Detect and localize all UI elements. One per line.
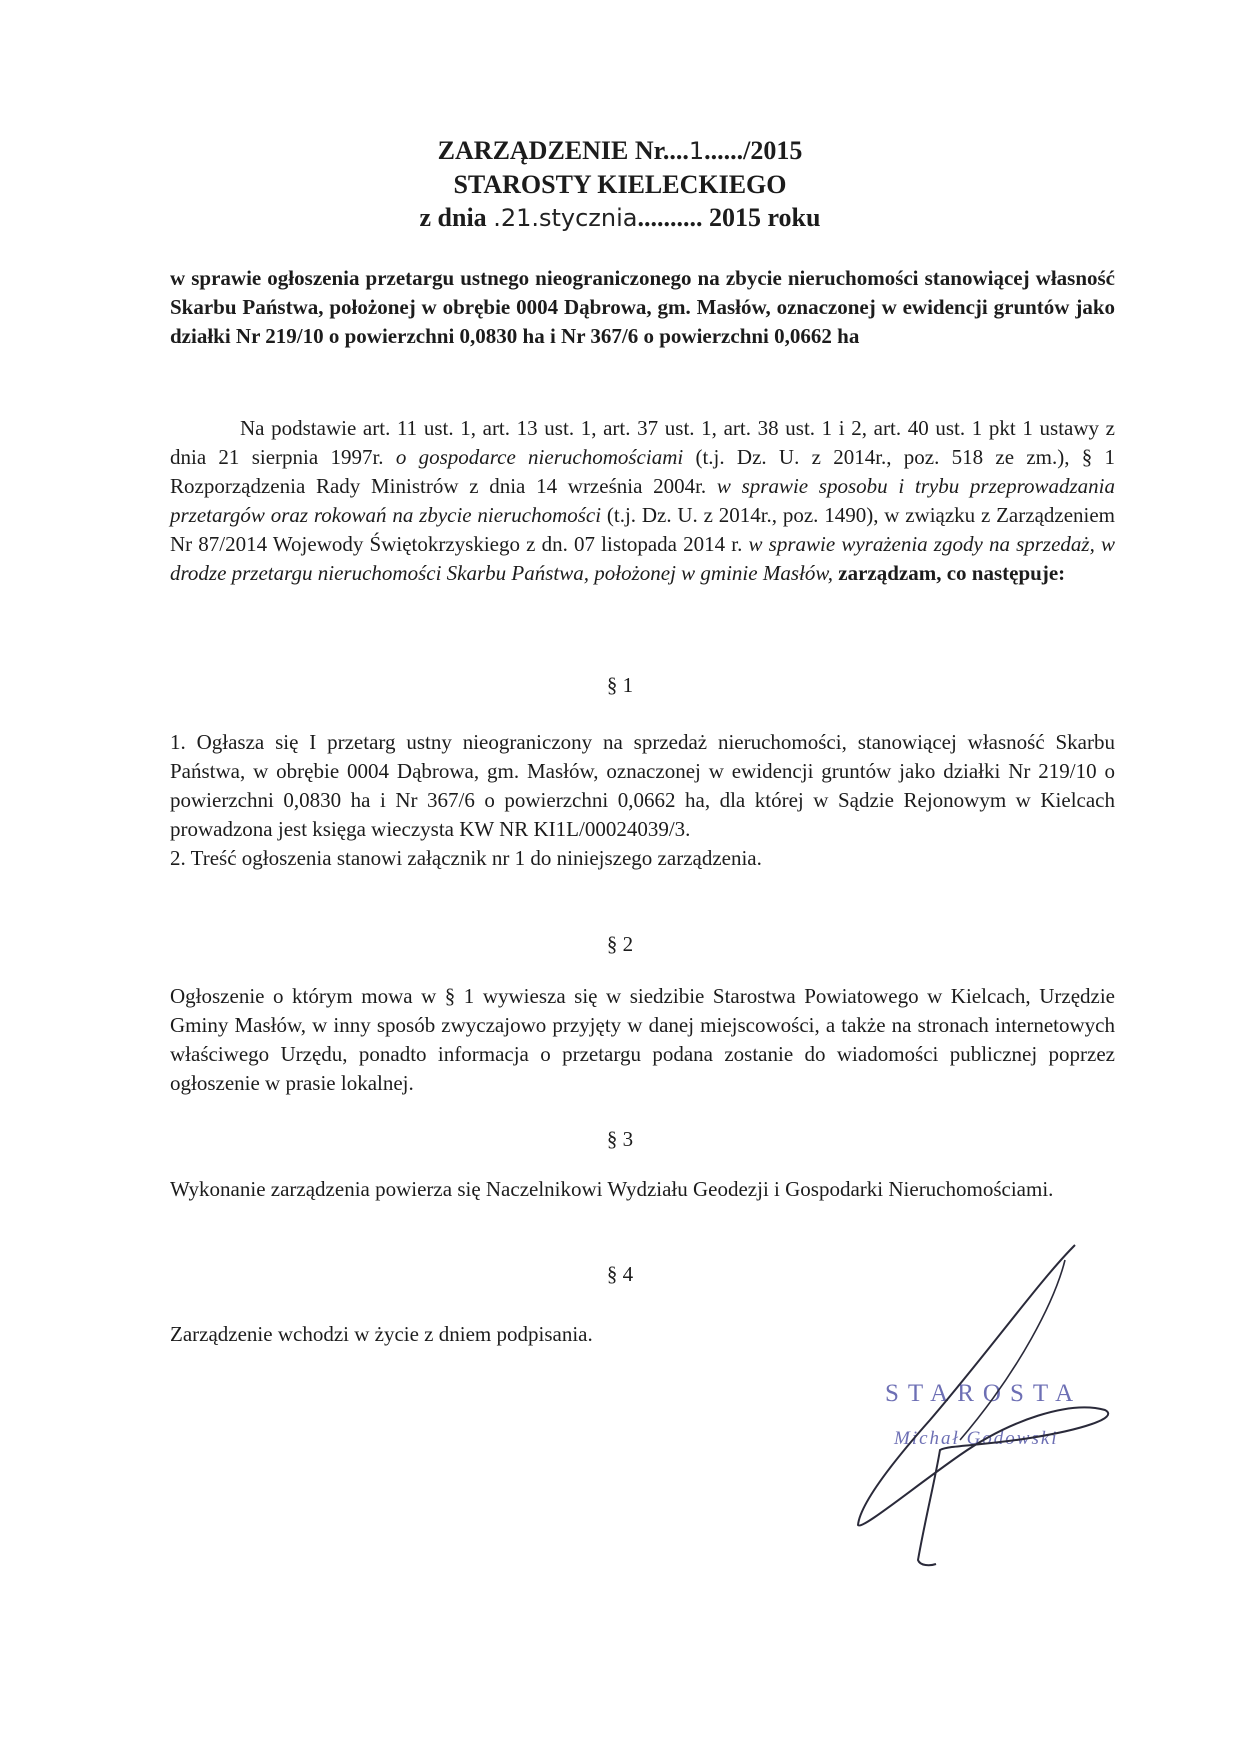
- legal-basis-paragraph: [170, 414, 1115, 588]
- dots: ....: [662, 136, 689, 165]
- section-heading-1: § 1: [606, 673, 634, 697]
- legal-basis-text: (t.j. Dz. U. z 2014r., poz. 518 ze zm.), § 1 Rozporządzenia Rady Ministrów z dnia 14 września 2004r.: [170, 445, 1116, 498]
- date-line: [0, 201, 1240, 235]
- section-4-item-1: Zarządzenie wchodzi w życie z dniem podpisania.: [170, 1322, 593, 1346]
- section-1-item-1: 1. Ogłasza się I przetarg ustny nieograniczony na sprzedaż nieruchomości, stanowiącej własność Skarbu Państwa, w obrębie 0004 Dąbrowa, gm. Masłów, oznaczonej w ewidencji gruntów jako działki Nr 219/10 o powierzchni 0,0830 ha i Nr 367/6 o powierzchni 0,0662 ha, dla której w Sądzie Rejonowym w Kielcach prowadzona jest księga wieczysta KW NR KI1L/00024039/3.: [170, 730, 1115, 841]
- consent-title: w sprawie wyrażenia zgody na sprzedaż, w drodze przetargu nieruchomości Skarbu Państwa, położonej w gminie Masłów,: [170, 532, 1116, 585]
- dots: ......: [704, 136, 744, 165]
- handwritten-signature: [840, 1240, 1130, 1570]
- section-heading-3: § 3: [606, 1127, 634, 1151]
- order-number-line: [0, 134, 1240, 168]
- stamp-name: Michał Godowski: [894, 1428, 1059, 1449]
- handwritten-date: .21.stycznia: [493, 204, 638, 232]
- section-heading-4: § 4: [606, 1262, 634, 1286]
- regulation-title: w sprawie sposobu i trybu przeprowadzania przetargów oraz rokowań na zbycie nieruchomości: [170, 474, 1115, 527]
- decree-formula: zarządzam, co następuje:: [838, 561, 1066, 585]
- date-suffix: 2015 roku: [708, 203, 821, 232]
- handwritten-number: 1: [688, 137, 705, 165]
- date-prefix: z dnia: [419, 203, 487, 232]
- law-title: o gospodarce nieruchomościami: [395, 445, 684, 469]
- section-1-item-2: 2. Treść ogłoszenia stanowi załącznik nr 1 do niniejszego zarządzenia.: [170, 846, 762, 870]
- section-1-body: [170, 728, 1115, 873]
- section-3-body: [170, 1175, 1115, 1204]
- document-header: [0, 134, 1240, 235]
- legal-basis-text: (t.j. Dz. U. z 2014r., poz. 1490), w związku z Zarządzeniem Nr 87/2014 Wojewody Świętokrzyskiego z dn. 07 listopada 2014 r.: [170, 503, 1116, 556]
- order-title: ZARZĄDZENIE Nr: [437, 136, 663, 165]
- section-heading-2: § 2: [606, 932, 634, 956]
- order-year: /2015: [743, 136, 803, 165]
- section-2-item-1: Ogłoszenie o którym mowa w § 1 wywiesza się w siedzibie Starostwa Powiatowego w Kielcach, Urzędzie Gminy Masłów, w inny sposób zwyczajowo przyjęty w danej miejscowości, a także na stronach internetowych właściwego Urzędu, ponadto informacja o przetargu podana zostanie do wiadomości publicznej poprzez ogłoszenie w prasie lokalnej.: [170, 984, 1115, 1095]
- section-3-item-1: Wykonanie zarządzenia powierza się Naczelnikowi Wydziału Geodezji i Gospodarki Nieruchomościami.: [170, 1177, 1054, 1201]
- subject-paragraph: w sprawie ogłoszenia przetargu ustnego nieograniczonego na zbycie nieruchomości stanowiącej własność Skarbu Państwa, położonej w obrębie 0004 Dąbrowa, gm. Masłów, oznaczonej w ewidencji gruntów jako działki Nr 219/10 o powierzchni 0,0830 ha i Nr 367/6 o powierzchni 0,0662 ha: [170, 266, 1115, 348]
- dots: ..........: [637, 203, 703, 232]
- issuer-line: STAROSTY KIELECKIEGO: [453, 170, 787, 199]
- section-2-body: [170, 982, 1115, 1098]
- stamp-title: STAROSTA: [885, 1380, 1083, 1407]
- legal-basis-text: Na podstawie art. 11 ust. 1, art. 13 ust. 1, art. 37 ust. 1, art. 38 ust. 1 i 2, art. 40 ust. 1 pkt 1 ustawy z dnia 21 sierpnia 1997r.: [170, 416, 1115, 469]
